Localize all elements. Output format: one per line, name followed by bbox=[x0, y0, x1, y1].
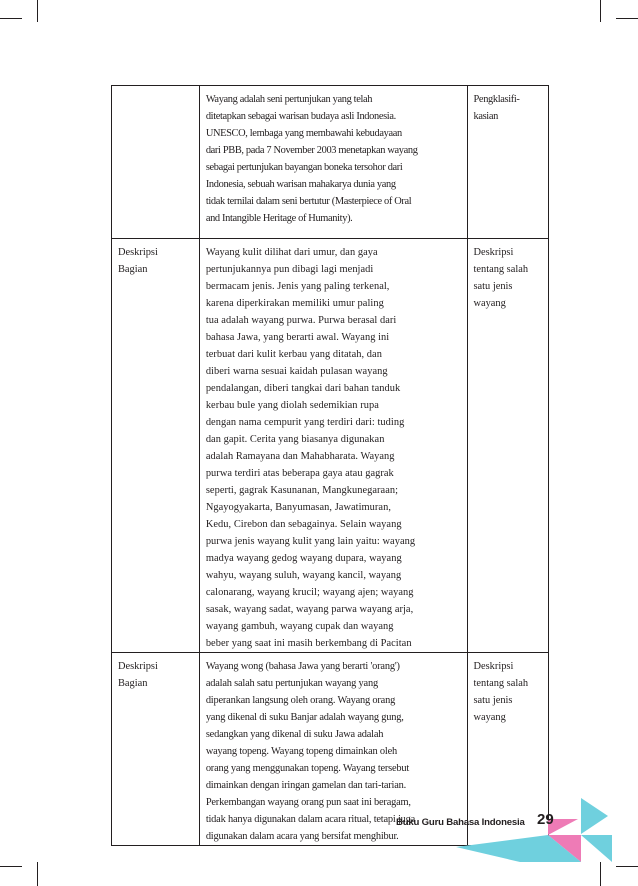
content-line: purwa terdiri atas beberapa gaya atau gagrak bbox=[205, 468, 394, 479]
content-line: dimainkan dengan iringan gamelan dan tari-tarian. bbox=[205, 780, 407, 791]
note-line: Deskripsi bbox=[473, 661, 514, 672]
content-line: diberi warna sesuai kaidah pulasan wayang bbox=[205, 366, 388, 377]
content-line: sedangkan yang dikenal di suku Jawa adalah bbox=[205, 729, 384, 740]
content-line: adalah salah satu pertunjukan wayang yang bbox=[205, 678, 378, 689]
note-line: kasian bbox=[473, 111, 498, 122]
content-line: Indonesia, sebuah warisan mahakarya dunia yang bbox=[205, 179, 396, 190]
content-line: orang yang menggunakan topeng. Wayang tersebut bbox=[205, 763, 410, 774]
note-line: tentang salah bbox=[473, 264, 529, 275]
content-line: bermacam jenis. Jenis yang paling terkenal, bbox=[205, 281, 390, 292]
content-line: pertunjukannya pun dibagi lagi menjadi bbox=[205, 264, 374, 275]
note-line: satu jenis bbox=[473, 695, 513, 706]
cyan-triangle bbox=[581, 835, 612, 862]
label-line: Bagian bbox=[118, 678, 148, 689]
content-line: dengan nama cempurit yang terdiri dari: tuding bbox=[205, 417, 405, 428]
content-line: wayang topeng. Wayang topeng dimainkan oleh bbox=[205, 746, 398, 757]
content-line: wayang gambuh, wayang cupak dan wayang bbox=[205, 621, 394, 632]
content-line: Ngayogyakarta, Banyumasan, Jawatimuran, bbox=[205, 502, 391, 513]
content-line: seperti, gagrak Kasunanan, Mangkunegaraan; bbox=[205, 485, 399, 496]
content-line: diperankan langsung oleh orang. Wayang orang bbox=[205, 695, 396, 706]
note-line: satu jenis bbox=[473, 281, 513, 292]
cyan-triangle bbox=[581, 798, 608, 834]
content-line: pendalangan, diberi tangkai dari bahan tanduk bbox=[205, 383, 401, 394]
note-line: tentang salah bbox=[473, 678, 529, 689]
content-line: digunakan dalam acara yang bersifat menghibur. bbox=[205, 831, 399, 842]
content-line: Kedu, Cirebon dan sebagainya. Selain wayang bbox=[205, 519, 402, 530]
content-line: kerbau bule yang diolah sedemikian rupa bbox=[205, 400, 379, 411]
content-line: Perkembangan wayang orang pun saat ini beragam, bbox=[205, 797, 411, 808]
content-line: dari PBB, pada 7 November 2003 menetapkan wayang bbox=[205, 145, 418, 156]
content-line: tua adalah wayang purwa. Purwa berasal dari bbox=[205, 315, 397, 326]
content-line: adalah Ramayana dan Mahabharata. Wayang bbox=[205, 451, 395, 462]
content-line: karena diperkirakan memiliki umur paling bbox=[205, 298, 384, 309]
content-line: UNESCO, lembaga yang membawahi kebudayaan bbox=[205, 128, 402, 139]
content-line: Wayang wong (bahasa Jawa yang berarti 'orang') bbox=[205, 661, 400, 672]
label-line: Deskripsi bbox=[118, 247, 158, 258]
content-line: and Intangible Heritage of Humanity). bbox=[205, 213, 353, 224]
content-line: bahasa Jawa, yang berarti awal. Wayang ini bbox=[205, 332, 390, 343]
content-line: purwa jenis wayang kulit yang lain yaitu: wayang bbox=[205, 536, 416, 547]
book-title: Buku Guru Bahasa Indonesia bbox=[396, 817, 525, 828]
label-line: Bagian bbox=[118, 264, 148, 275]
content-line: calonarang, wayang krucil; wayang ajen; wayang bbox=[205, 587, 414, 598]
content-line: dan gapit. Cerita yang biasanya digunakan bbox=[205, 434, 385, 445]
content-line: sasak, wayang sadat, wayang parwa wayang arja, bbox=[205, 604, 414, 615]
content-line: Wayang adalah seni pertunjukan yang telah bbox=[205, 94, 373, 105]
content-line: madya wayang gedog wayang dupara, wayang bbox=[205, 553, 402, 564]
content-line: wahyu, wayang suluh, wayang kancil, wayang bbox=[205, 570, 402, 581]
content-line: sebagai pertunjukan bayangan boneka tersohor dari bbox=[205, 162, 403, 173]
note-line: Deskripsi bbox=[473, 247, 514, 258]
content-line: yang dikenal di suku Banjar adalah wayang gung, bbox=[205, 712, 404, 723]
note-line: wayang bbox=[473, 298, 506, 309]
content-line: tidak hanya digunakan dalam acara ritual, tetapi juga bbox=[205, 814, 416, 825]
content-line: Wayang kulit dilihat dari umur, dan gaya bbox=[205, 247, 378, 258]
label-line: Deskripsi bbox=[118, 661, 158, 672]
note-line: Pengklasifi- bbox=[473, 94, 520, 105]
content-line: beber yang saat ini masih berkembang di Pacitan bbox=[205, 638, 412, 649]
note-line: wayang bbox=[473, 712, 506, 723]
content-line: tidak ternilai dalam seni bertutur (Masterpiece of Oral bbox=[205, 196, 412, 207]
content-line: ditetapkan sebagai warisan budaya asli Indonesia. bbox=[205, 111, 396, 122]
content-line: terbuat dari kulit kerbau yang ditatah, dan bbox=[205, 349, 382, 360]
page-number: 29 bbox=[537, 811, 554, 828]
